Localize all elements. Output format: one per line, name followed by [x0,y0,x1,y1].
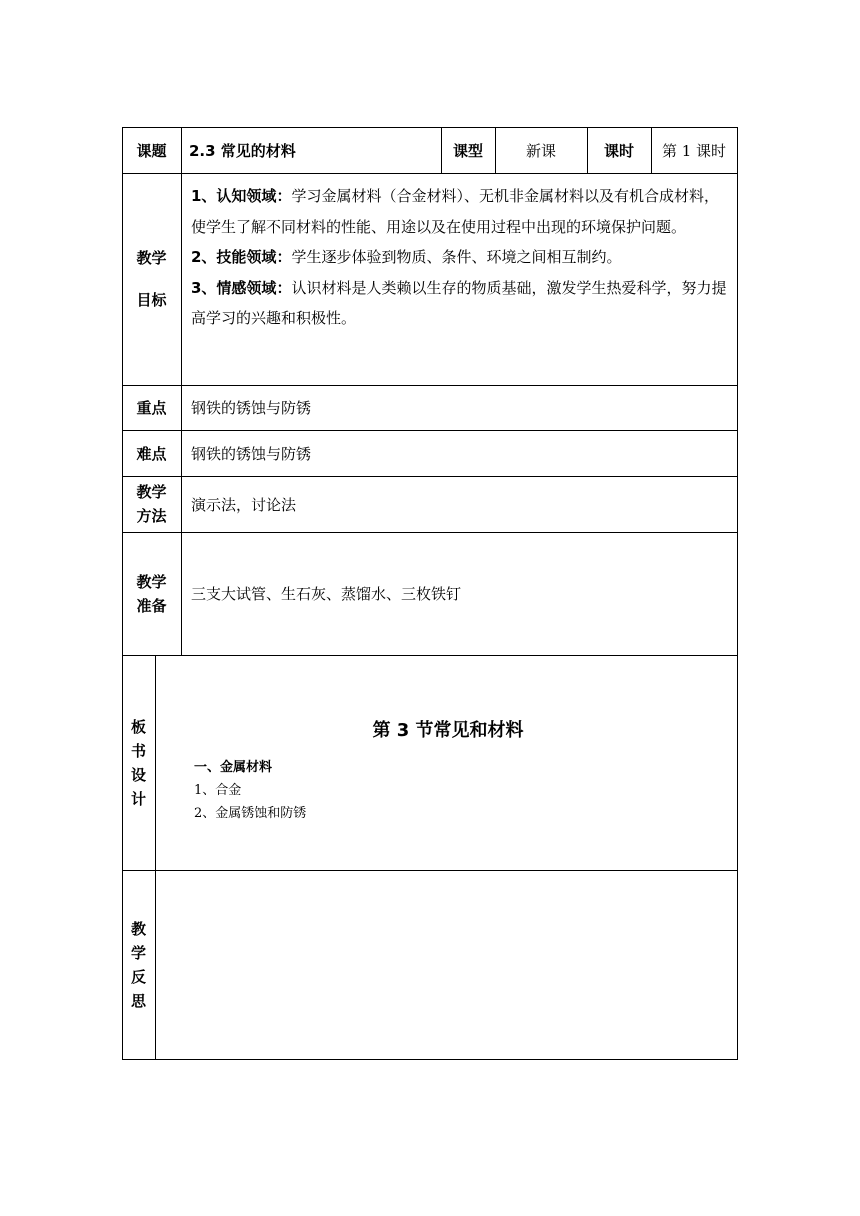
type-value: 新课 [525,141,556,160]
board-item: 1、合金 [194,783,242,798]
goal-item [191,273,729,334]
method-label-line1: 教学 [136,483,167,501]
reflection-label-char: 思 [130,991,146,1010]
goals-label-line2: 目标 [136,291,167,309]
key-point-value: 钢铁的锈蚀与防锈 [191,399,312,417]
topic-label: 课题 [136,141,167,160]
topic-value: 2.3 常见的材料 [189,141,296,160]
type-label: 课型 [452,141,483,160]
method-label [122,476,181,532]
goal-body: 学生逐步体验到物质、条件、环境之间相互制约。 [291,248,622,266]
goals-label-line1: 教学 [136,249,167,267]
goal-item [191,242,729,273]
difficulty-value: 钢铁的锈蚀与防锈 [191,444,312,463]
goal-head: 3、情感领域： [191,278,292,297]
board-item: 2、金属锈蚀和防锈 [194,806,307,821]
goal-body: 学习金属材料（合金材料）、无机非金属材料以及有机合成材料，使学生了解不同材料的性能、用途以及在使用过程中出现的环境保护问题。 [191,187,719,236]
goal-body: 认识材料是人类赖以生存的物质基础，激发学生热爱科学，努力提高学习的兴趣和积极性。 [191,278,727,327]
reflection-label-char: 学 [130,943,146,962]
goals-label [122,173,181,385]
board-label-char: 板 [130,717,146,736]
goals-content [181,173,737,385]
board-section-heading: 一、金属材料 [194,760,273,775]
period-label: 课时 [603,141,634,160]
table-border [737,127,738,1060]
preparation-label [122,532,181,655]
key-point-label: 重点 [136,399,167,417]
goal-item [191,181,729,242]
preparation-label-line1: 教学 [136,572,167,591]
row-divider [122,655,738,656]
board-label-char: 书 [130,741,146,760]
method-label-line2: 方法 [136,507,167,525]
goal-head: 1、认知领域： [191,187,292,205]
method-value: 演示法，讨论法 [191,495,297,514]
board-label-char: 计 [130,789,146,808]
reflection-label-char: 教 [130,919,146,938]
goal-head: 2、技能领域： [191,248,292,266]
difficulty-label: 难点 [136,444,167,463]
period-value: 第 1 课时 [661,141,727,160]
preparation-value: 三支大试管、生石灰、蒸馏水、三枚铁钉 [191,585,462,603]
reflection-label-char: 反 [130,967,146,986]
board-label-char: 设 [130,765,146,784]
board-title: 第 3 节常见和材料 [372,720,524,741]
reflection-content [155,870,737,1059]
reflection-label [122,870,155,1059]
preparation-label-line2: 准备 [136,596,167,615]
table-border [122,1059,738,1060]
board-label [122,655,155,870]
